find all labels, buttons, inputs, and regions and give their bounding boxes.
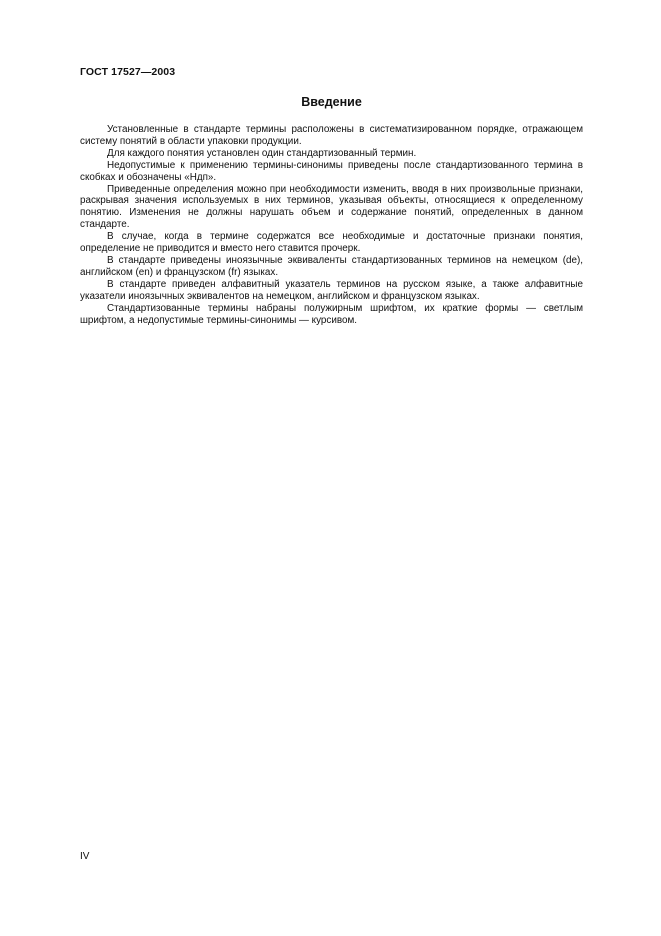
body-text: [80, 124, 583, 326]
paragraph: В случае, когда в термине содержатся все необходимые и достаточные признаки понятия, определение не приводится и вместо него ставится прочерк.: [80, 231, 583, 255]
document-header: ГОСТ 17527—2003: [80, 66, 176, 78]
paragraph: В стандарте приведен алфавитный указатель терминов на русском языке, а также алфавитные указатели иноязычных эквивалентов на немецком, английском и французском языках.: [80, 278, 583, 302]
paragraph: Стандартизованные термины набраны полужирным шрифтом, их краткие формы — светлым шрифтом, а недопустимые термины-синонимы — курсивом.: [80, 302, 583, 326]
section-title: Введение: [301, 95, 362, 109]
paragraph: Приведенные определения можно при необходимости изменить, вводя в них произвольные признаки, раскрывая значения используемых в них терминов, указывая объекты, относящиеся к определенному понятию. Изменения не должны нарушать объем и содержание понятий, определенных в данном стандарте.: [80, 183, 583, 231]
paragraph: В стандарте приведены иноязычные эквиваленты стандартизованных терминов на немецком (de), английском (en) и французском (fr) языках.: [80, 254, 583, 278]
page-number: IV: [80, 851, 90, 862]
paragraph: Недопустимые к применению термины-синонимы приведены после стандартизованного термина в скобках и обозначены «Ндп».: [80, 159, 583, 183]
paragraph: Установленные в стандарте термины расположены в систематизированном порядке, отражающем систему понятий в области упаковки продукции.: [80, 124, 583, 147]
paragraph: Для каждого понятия установлен один стандартизованный термин.: [107, 147, 417, 159]
